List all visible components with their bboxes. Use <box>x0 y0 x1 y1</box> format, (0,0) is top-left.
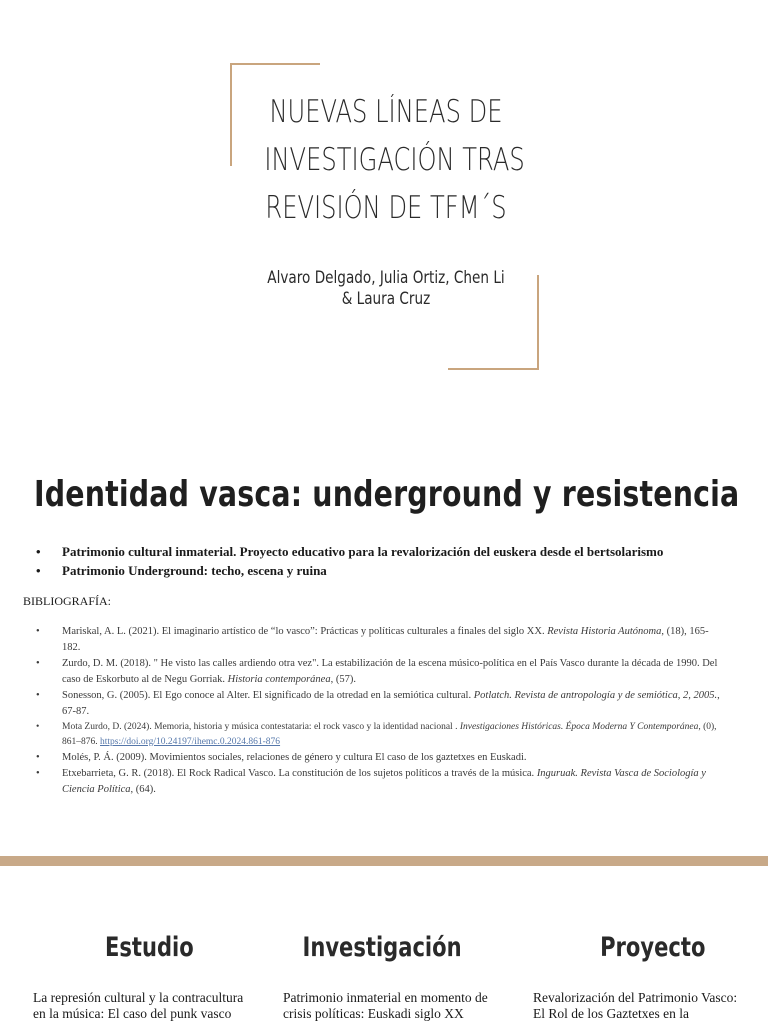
topic-item: • Patrimonio Underground: techo, escena y ruina <box>36 561 768 580</box>
reference-item <box>36 624 726 656</box>
column-text-line: El Rol de los Gaztetxes en la <box>533 1006 689 1021</box>
column-text <box>33 990 263 1022</box>
topic-item: • Patrimonio cultural inmaterial. Proyecto educativo para la revalorización del euskera desde el bertsolarismo <box>36 542 768 561</box>
reference-item <box>36 720 726 750</box>
topic-list <box>36 542 768 580</box>
reference-source: Inguruak. Revista Vasca de Sociología y Ciencia Política <box>62 768 706 795</box>
column-text-line: Patrimonio inmaterial en momento de <box>283 990 488 1005</box>
content-slide <box>0 446 768 856</box>
slide-divider <box>0 856 768 866</box>
authors-line: & Laura Cruz <box>341 289 431 309</box>
columns-slide <box>0 866 768 1024</box>
reference-source: Historia contemporánea <box>227 674 331 685</box>
reference-item <box>36 688 726 720</box>
reference-item <box>36 750 726 766</box>
reference-list <box>36 624 726 798</box>
title-line: NUEVAS LÍNEAS DE <box>269 94 503 130</box>
reference-item <box>36 656 726 688</box>
bibliography-heading: BIBLIOGRAFÍA: <box>23 594 112 608</box>
presentation-title <box>264 88 525 232</box>
reference-text: Mariskal, A. L. (2021). El imaginario artístico de “lo vasco”: Prácticas y políticas culturales a finales del siglo XX. <box>62 626 548 637</box>
reference-text: Mota Zurdo, D. (2024). Memoria, historia y música contestataria: el rock vasco y la identidad nacional . <box>62 722 460 732</box>
title-slide <box>0 0 768 446</box>
reference-text: Zurdo, D. M. (2018). " He visto las calles ardiendo otra vez". La estabilización de la escena músico-política en el País Vasco durante la década de 1990. Del caso de Eskorbuto al de Negu Gorriak. <box>62 658 718 685</box>
reference-source: Revista Historia Autónoma <box>547 626 662 637</box>
doi-link[interactable]: https://doi.org/10.24197/ihemc.0.2024.861-876 <box>100 737 281 747</box>
reference-source: Investigaciones Históricas. Época Moderna Y Contemporánea <box>459 722 699 732</box>
reference-tail: , (18), 165-182. <box>62 626 709 653</box>
reference-tail: , (0), 861–876. <box>62 722 717 747</box>
column-heading: Estudio <box>105 932 194 963</box>
reference-text: Sonesson, G. (2005). El Ego conoce al Alter. El significado de la otredad en la semiótica cultural. <box>62 690 474 701</box>
column-text <box>533 990 765 1022</box>
authors <box>261 268 511 310</box>
reference-item <box>36 766 726 798</box>
column-text-line: en la música: El caso del punk vasco <box>33 1006 232 1021</box>
column-heading: Investigación <box>302 932 462 963</box>
reference-source: Potlatch. Revista de antropología y de semiótica, 2, 2005. <box>473 690 718 701</box>
reference-tail: , (57). <box>330 674 356 685</box>
column-heading: Proyecto <box>600 932 706 963</box>
column-text <box>283 990 513 1022</box>
title-line: INVESTIGACIÓN TRAS <box>264 142 525 178</box>
reference-text: Molés, P. Á. (2009). Movimientos sociales, relaciones de género y cultura El caso de los gaztetxes en Euskadi. <box>62 752 527 763</box>
reference-tail: , 67-87. <box>62 690 720 717</box>
authors-line: Alvaro Delgado, Julia Ortiz, Chen Li <box>267 268 505 288</box>
column-text-line: Revalorización del Patrimonio Vasco: <box>533 990 738 1005</box>
title-line: REVISIÓN DE TFM´S <box>265 190 507 226</box>
column-text-line: crisis políticas: Euskadi siglo XX <box>283 1006 464 1021</box>
reference-text: Etxebarrieta, G. R. (2018). El Rock Radical Vasco. La constitución de los sujetos políticos a través de la música. <box>62 768 537 779</box>
reference-tail: , (64). <box>130 784 156 795</box>
column-text-line: La represión cultural y la contracultura <box>33 990 244 1005</box>
slide-title: Identidad vasca: underground y resistencia <box>34 474 740 515</box>
